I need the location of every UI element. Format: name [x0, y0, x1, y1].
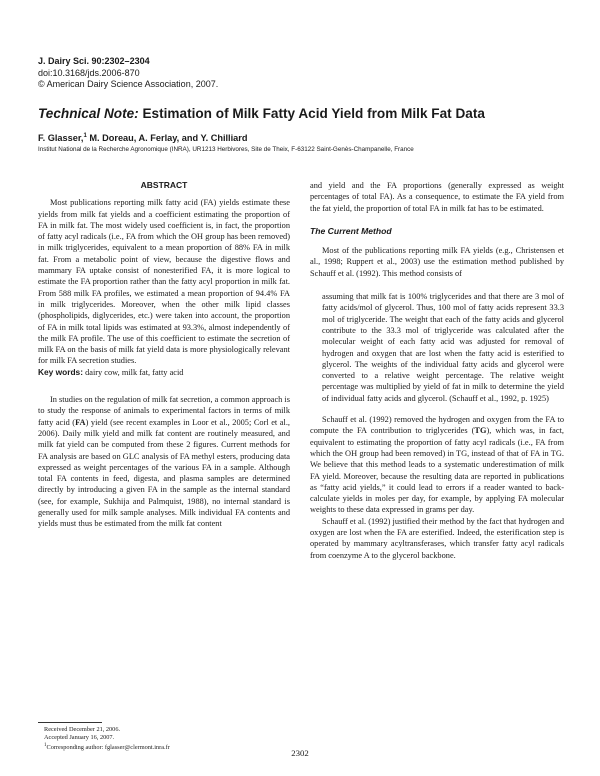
accepted-date: Accepted January 16, 2007. — [44, 734, 115, 742]
section-heading: The Current Method — [310, 225, 392, 236]
journal-copyright: © American Dairy Science Association, 2007. — [38, 79, 219, 89]
title-prefix: Technical Note: — [38, 106, 139, 121]
affiliation: Institut National de la Recherche Agronomique (INRA), UR1213 Herbivores, Site de Theix, F-63122 Saint-Genès-Champanelle, France — [38, 146, 414, 153]
first-author: F. Glasser, — [38, 133, 84, 144]
intro-paragraph: In studies on the regulation of milk fat secretion, a common approach is to study the response of animals to experimental factors in terms of milk fatty acid (FA) yield (see recent examples in Loor et al., 2005; Corl et al., 2006). Daily milk yield and milk fat content are routinely measured, and milk fat yield can be computed from these 2 figures. Current methods for FA analysis are based on GLC analysis of FA methyl esters, producing data expressed as weight percentages of the various FA in a sample. Although total FA contents in feed, digesta, and plasma samples are determined directly by introducing a given FA in the sample as the internal standard (see, for example, Sukhija and Palmquist, 1988), no internal standard is generally used for milk sample analyses. Milk individual FA contents and yields must thus be estimated from the milk fat content — [38, 395, 290, 529]
right-column — [310, 180, 564, 561]
keywords — [38, 367, 290, 378]
author-footnote-marker: 1 — [83, 133, 87, 139]
method-paragraph: Most of the publications reporting milk FA yields (e.g., Christensen et al., 1998; Ruppert et al., 2003) use the estimation method published by Schauff et al. (1992). This method consists of — [310, 246, 564, 278]
author-list — [38, 133, 247, 143]
left-column — [38, 180, 290, 530]
journal-doi: doi:10.3168/jds.2006-870 — [38, 67, 140, 78]
block-quote: assuming that milk fat is 100% triglycerides and that there are 3 mol of fatty acids/mol of glycerol. Thus, 100 mol of fatty acids represent 33.3 mol of triglyceride. The weight that each of the fatty acids and glycerol contribute to the 33.3 mol of triglyceride was calculated after the molecular weight of each fatty acid was adjusted for removal of hydrogen and oxygen that are lost when the fatty acid is esterified to glycerol. The weights of the individual fatty acids and glycerol were converted to a relative weight percentage. The relative weight percentage was multiplied by yield of fat in milk to determine the yield of individual fatty acids and glycerol. (Schauff et al., 1992, p. 1925) — [322, 292, 564, 403]
abstract-heading: ABSTRACT — [140, 180, 188, 190]
abstract-text: Most publications reporting milk fatty acid (FA) yields estimate these yields from milk fat yields and a coefficient estimating the proportion of FA in milk fat. The most widely used coefficient is, in fact, the proportion of fatty acyl radicals (i.e., FA from which the OH group has been removed) in milk triglycerides, equivalent to a mean proportion of 88% FA in milk fat. From a metabolic point of view, because the digestive flows and mammary FA uptake consist of nonesterified FA, it is more logical to estimate the FA proportion rather than the fatty acyl proportion in milk fat. From 588 milk FA profiles, we estimated a mean proportion of 94.4% FA in milk triglycerides. Moreover, when the other milk lipid classes (phospholipids, diglycerides, etc.) were taken into account, the proportion of FA in milk total lipids was estimated at 93.3%, almost independently of the milk FA profile. The use of this coefficient to estimate the secretion of milk FA on the basis of milk fat yield data is more physiologically relevant for milk FA secretion studies. — [38, 198, 290, 366]
tg-abbreviation: TG — [474, 426, 487, 436]
footnote-divider — [38, 722, 102, 723]
article-title — [38, 106, 568, 121]
fa-abbreviation: FA — [75, 417, 86, 427]
justification-paragraph: Schauff et al. (1992) justified their method by the fact that hydrogen and oxygen are lost when the FA are esterified. Indeed, the esterification step is operated by mammary acyltransferases, which transfer fatty acyl radicals from coenzyme A to the glycerol backbone. — [310, 516, 564, 560]
title-main: Estimation of Milk Fatty Acid Yield from Milk Fat Data — [138, 106, 485, 121]
page-number: 2302 — [291, 748, 309, 758]
journal-header — [38, 56, 218, 91]
journal-citation: J. Dairy Sci. 90:2302–2304 — [38, 56, 150, 66]
corresponding-author: $^1$Corresponding author: fglasser@clermont.inra.fr — [44, 743, 170, 752]
other-authors: M. Doreau, A. Ferlay, and Y. Chilliard — [86, 133, 248, 144]
keywords-label: Key words: — [38, 366, 83, 377]
keywords-list: dairy cow, milk fat, fatty acid — [82, 367, 184, 377]
continued-paragraph: and yield and the FA proportions (generally expressed as weight percentages of total FA). As a consequence, to estimate the FA yield from the fat yield, the proportion of total FA in milk fat has to be estimated. — [310, 181, 564, 213]
received-date: Received December 21, 2006. — [44, 726, 121, 733]
schauff-paragraph: Schauff et al. (1992) removed the hydrogen and oxygen from the FA to compute the FA contribution to triglycerides (TG), which was, in fact, equivalent to estimating the proportion of fatty acyl radicals (i.e., FA from which the OH group had been removed) in TG, instead of that of FA in TG. We believe that this method leads to a systematic underestimation of milk FA yield. Moreover, because the resulting data are reported in publications as “fatty acid yields,” it could lead to errors if a reader wanted to back-calculate yields in moles per day, for example, by applying FA molecular weights to these data expressed in grams per day. — [310, 415, 564, 515]
